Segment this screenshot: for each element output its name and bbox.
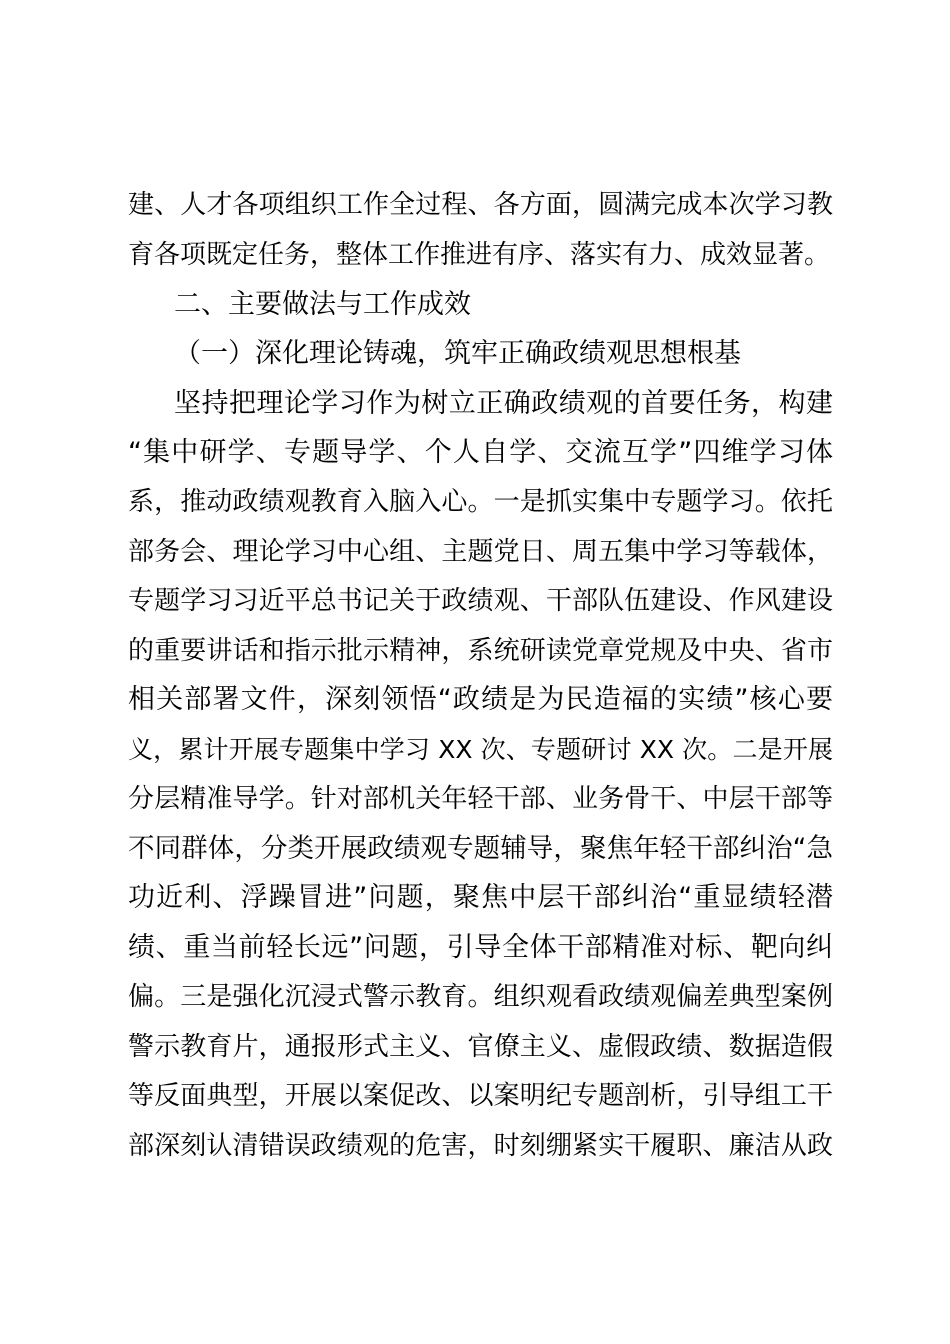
text-line: 专题学习习近平总书记关于政绩观、干部队伍建设、作风建设 (128, 586, 833, 616)
text-line: “集中研学、专题导学、个人自学、交流互学”四维学习体 (128, 437, 833, 468)
text-line: 绩、重当前轻长远”问题，引导全体干部精准对标、靶向纠 (128, 932, 833, 963)
text-line: 建、人才各项组织工作全过程、各方面，圆满完成本次学习教 (128, 190, 833, 220)
text-line: 义，累计开展专题集中学习 XX 次、专题研讨 XX 次。二是开展 (128, 735, 833, 764)
text-line: 相关部署文件，深刻领悟“政绩是为民造福的实绩”核心要 (128, 684, 833, 715)
text-line: 育各项既定任务，整体工作推进有序、落实有力、成效显著。 (128, 240, 831, 270)
text-line: 偏。三是强化沉浸式警示教育。组织观看政绩观偏差典型案例 (128, 982, 833, 1012)
text-line: 功近利、浮躁冒进”问题，聚焦中层干部纠治“重显绩轻潜 (128, 882, 833, 913)
text-line: 部深刻认清错误政绩观的危害，时刻绷紧实干履职、廉洁从政 (128, 1131, 833, 1161)
text-line: 坚持把理论学习作为树立正确政绩观的首要任务，构建 (174, 388, 833, 419)
text-line: 部务会、理论学习中心组、主题党日、周五集中学习等载体， (128, 537, 833, 567)
text-line: 警示教育片，通报形式主义、官僚主义、虚假政绩、数据造假 (128, 1032, 833, 1062)
text-line: 系，推动政绩观教育入脑入心。一是抓实集中专题学习。依托 (128, 487, 833, 517)
subsection-heading: （一）深化理论铸魂，筑牢正确政绩观思想根基 (174, 338, 741, 369)
section-heading: 二、主要做法与工作成效 (174, 289, 471, 320)
text-line: 的重要讲话和指示批示精神，系统研读党章党规及中央、省市 (128, 636, 833, 666)
text-line: 等反面典型，开展以案促改、以案明纪专题剖析，引导组工干 (128, 1081, 833, 1111)
text-line: 不同群体，分类开展政绩观专题辅导，聚焦年轻干部纠治“急 (128, 833, 833, 864)
text-line: 分层精准导学。针对部机关年轻干部、业务骨干、中层干部等 (128, 784, 833, 814)
